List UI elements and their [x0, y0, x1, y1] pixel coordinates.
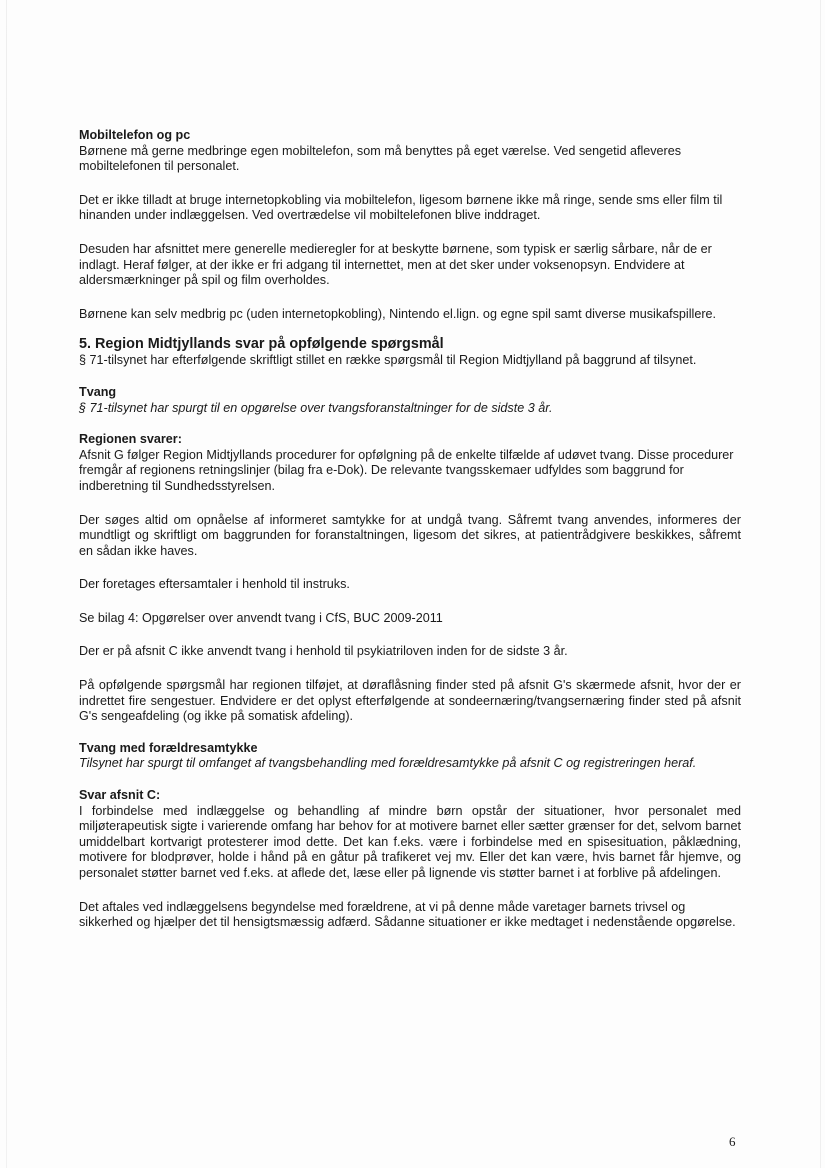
- section-tvang-p4: [79, 611, 741, 627]
- paragraph: Afsnit G følger Region Midtjyllands procedurer for opfølgning på de enkelte tilfælde af udøvet tvang. Disse procedurer fremgår af regionens retningslinjer (bilag fra e-Dok). De relevante tvangsskemaer udfyldes som baggrund for indberetning til Sundhedsstyrelsen.: [79, 447, 734, 493]
- section-foraeldre-p2: [79, 900, 741, 931]
- paragraph: I forbindelse med indlæggelse og behandling af mindre børn opstår der situationer, hvor personalet med miljøterapeutisk sigte i varierende omfang har behov for at motivere barnet eller sætter grænser for det, selvom barnet umiddelbart kortvarigt protesterer imod dette. Det kan f.eks. være i forbindelse med en spisesituation, påklædning, motivere for blodprøver, holde i hånd på en gåtur på trafikeret vej mv. Eller det kan være, hvis barnet får hjemve, og personalet støtter barnet ved f.eks. at aflede det, læse eller på lignende vis støtter barnet i at forblive på afdelingen.: [79, 803, 741, 880]
- page-number: 6: [729, 1134, 736, 1149]
- paragraph: § 71-tilsynet har efterfølgende skriftligt stillet en række spørgsmål til Region Midtjylland på baggrund af tilsynet.: [79, 353, 697, 368]
- section-mobiltelefon: [79, 128, 741, 175]
- heading-foraeldresamtykke: Tvang med forældresamtykke: [79, 740, 258, 755]
- section-tvang-p5: [79, 644, 741, 660]
- paragraph: Det aftales ved indlæggelsens begyndelse med forældrene, at vi på denne måde varetager barnets trivsel og sikkerhed og hjælper det til hensigtsmæssig adfærd. Sådanne situationer er ikke medtaget i nedenstående opgørelse.: [79, 899, 736, 930]
- section-tvang: [79, 385, 741, 416]
- heading-mobiltelefon: Mobiltelefon og pc: [79, 128, 191, 142]
- paragraph: Der er på afsnit C ikke anvendt tvang i henhold til psykiatriloven inden for de sidste 3 år.: [79, 644, 568, 659]
- question-foraeldresamtykke: Tilsynet har spurgt til omfanget af tvangsbehandling med forældresamtykke på afsnit C og registreringen heraf.: [79, 756, 697, 771]
- paragraph: Børnene kan selv medbrig pc (uden internetopkobling), Nintendo el.lign. og egne spil samt diverse musikafspillere.: [79, 306, 717, 321]
- heading-regionen-svarer: Regionen svarer:: [79, 432, 182, 447]
- section-mobil-p4: [79, 307, 741, 323]
- paragraph: Se bilag 4: Opgørelser over anvendt tvang i CfS, BUC 2009-2011: [79, 610, 443, 625]
- paragraph: Der søges altid om opnåelse af informeret samtykke for at undgå tvang. Såfremt tvang anvendes, informeres der mundtligt og skriftligt om baggrunden for foranstaltningen, ligesom det sikres, at patientrådgivere beskikkes, såfremt en sådan ikke haves.: [79, 512, 741, 558]
- heading-region-svar: 5. Region Midtjyllands svar på opfølgende spørgsmål: [79, 336, 444, 353]
- section-regionen-svarer: [79, 432, 741, 494]
- page-content: [79, 128, 741, 949]
- section-tvang-p2: [79, 513, 741, 560]
- paragraph: Børnene må gerne medbringe egen mobiltelefon, som må benyttes på eget værelse. Ved sengetid afleveres mobiltelefonen til personalet.: [79, 143, 682, 174]
- paragraph: Det er ikke tilladt at bruge internetopkobling via mobiltelefon, ligesom børnene ikke må ringe, sende sms eller film til hinanden under indlæggelsen. Ved overtrædelse vil mobiltelefonen blive inddraget.: [79, 192, 723, 223]
- section-svar-afsnit-c: [79, 788, 741, 882]
- section-foraeldresamtykke: [79, 741, 741, 772]
- section-tvang-p6: [79, 678, 741, 725]
- paragraph: Desuden har afsnittet mere generelle medieregler for at beskytte børnene, som typisk er særlig sårbare, når de er indlagt. Heraf følger, at der ikke er fri adgang til internettet, men at det sker under voksenopsyn. Endvidere at aldersmærkninger på spil og film overholdes.: [79, 241, 712, 288]
- heading-svar-afsnit-c: Svar afsnit C:: [79, 788, 161, 803]
- section-mobil-p3: [79, 242, 741, 289]
- section-region: [79, 336, 741, 369]
- heading-tvang: Tvang: [79, 384, 117, 399]
- scan-edge-left: [6, 0, 7, 1168]
- section-tvang-p3: [79, 577, 741, 593]
- scan-edge-right: [820, 0, 821, 1168]
- paragraph: På opfølgende spørgsmål har regionen tilføjet, at døraflåsning finder sted på afsnit G's skærmede afsnit, hvor der er indrettet fire sengestuer. Endvidere er det oplyst efterfølgende at sondeernæring/tvangsernæring finder sted på afsnit G's sengeafdeling (og ikke på somatisk afdeling).: [79, 678, 741, 724]
- question-tvang: § 71-tilsynet har spurgt til en opgørelse over tvangsforanstaltninger for de sidste 3 år.: [79, 400, 553, 415]
- paragraph: Der foretages eftersamtaler i henhold til instruks.: [79, 577, 350, 592]
- section-mobil-p2: [79, 193, 741, 224]
